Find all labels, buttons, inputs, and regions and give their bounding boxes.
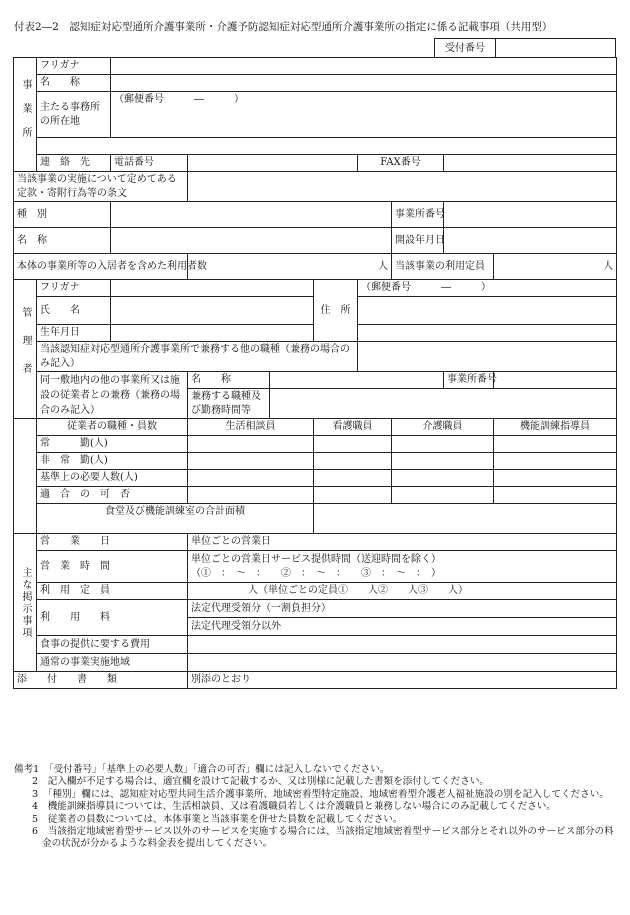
office-fax-field[interactable] bbox=[444, 155, 617, 172]
note-4: 4 機能訓練指導員については、生活相談員、又は看護職員若しくは介護職員と兼務しない場合にのみ記載してください。 bbox=[32, 801, 556, 813]
manager-other-label: 同一敷地内の他の事業所又は施設の従業者との兼務（兼務の場合のみ記入） bbox=[37, 372, 188, 419]
manager-other-name-field[interactable] bbox=[270, 372, 444, 389]
staff-cell[interactable] bbox=[494, 436, 617, 453]
manager-concurrent-label: 当該認知症対応型通所介護事業所で兼務する他の職種（兼務の場合のみ記入） bbox=[37, 342, 358, 372]
manager-address-label: 住 所 bbox=[314, 280, 358, 342]
manager-other-job-label: 兼務する職種及び勤務時間等 bbox=[188, 389, 270, 419]
staff-cell[interactable] bbox=[494, 470, 617, 487]
manager-name-label: 氏 名 bbox=[37, 297, 111, 325]
articles-field[interactable] bbox=[188, 172, 617, 202]
staff-cell[interactable] bbox=[392, 470, 494, 487]
fee-label: 利 用 料 bbox=[37, 600, 188, 636]
office-furigana-field[interactable] bbox=[111, 58, 617, 75]
office-name-field[interactable] bbox=[111, 75, 617, 92]
form-title: 付表2―2 認知症対応型通所介護事業所・介護予防認知症対応型通所介護事業所の指定に係る記載事項（共用型） bbox=[14, 21, 553, 33]
note-3: 3 「種別」欄には、認知症対応型共同生活介護事業所、地域密着型特定施設、地域密着型介護老人福祉施設の別を記入してください。 bbox=[32, 788, 609, 800]
region-label: 通常の事業実施地域 bbox=[37, 654, 188, 672]
manager-birth-label: 生年月日 bbox=[37, 325, 111, 342]
open-date-field[interactable] bbox=[444, 228, 617, 254]
name-label: 名 称 bbox=[14, 228, 111, 254]
staff-row-full: 常 勤(人) bbox=[37, 436, 188, 453]
days-label: 営 業 日 bbox=[37, 534, 188, 551]
capacity2-value[interactable]: 人（単位ごとの定員① 人② 人③ 人） bbox=[188, 583, 617, 600]
manager-birth-field[interactable] bbox=[111, 325, 314, 342]
staff-cell[interactable] bbox=[188, 470, 314, 487]
hours-label: 営 業 時 間 bbox=[37, 551, 188, 583]
manager-address-extra2[interactable] bbox=[358, 325, 617, 342]
staff-cell[interactable] bbox=[314, 470, 392, 487]
meal-cost-label: 食事の提供に要する費用 bbox=[37, 636, 188, 654]
office-tel-label: 電話番号 bbox=[111, 155, 188, 172]
manager-other-name-label: 名 称 bbox=[188, 372, 270, 389]
office-address-label: 主たる事務所の所在地 bbox=[37, 92, 111, 138]
articles-label: 当該事業の実施について定めてある定款・寄附行為等の条文 bbox=[14, 172, 188, 202]
office-name-label: 名 称 bbox=[37, 75, 111, 92]
note-6: 6 当該指定地域密着型サービス以外のサービスを実施する場合には、当該指定地域密着型サービス部分とそれ以外のサービス部分の料金の状況が分かるような料金表を提出してください。 bbox=[32, 826, 614, 850]
capacity2-label: 利 用 定 員 bbox=[37, 583, 188, 600]
staff-cell[interactable] bbox=[314, 453, 392, 470]
staff-col-nurse: 看護職員 bbox=[314, 419, 392, 436]
staff-cell[interactable] bbox=[392, 436, 494, 453]
staff-cell[interactable] bbox=[314, 487, 392, 504]
users-incl-label: 本体の事業所等の入居者を含めた利用者数 bbox=[14, 254, 188, 280]
manager-address-field[interactable]: （郵便番号 ― ） bbox=[358, 280, 617, 297]
note-1: 備考1 「受付番号」「基準上の必要人数」「適合の可否」欄には記入しないでください。 bbox=[14, 764, 390, 775]
kind-label: 種 別 bbox=[14, 202, 111, 228]
manager-other-no-label: 事業所番号 bbox=[444, 372, 494, 389]
manager-concurrent-field[interactable] bbox=[358, 342, 617, 372]
staff-head-label: 従業者の職種・員数 bbox=[37, 419, 188, 436]
staff-row-required: 基準上の必要人数(人) bbox=[37, 470, 188, 487]
manager-name-field[interactable] bbox=[111, 297, 314, 325]
capacity-field[interactable]: 人 bbox=[494, 254, 617, 280]
manager-other-job-field[interactable] bbox=[270, 389, 617, 419]
attachments-label: 添 付 書 類 bbox=[14, 672, 188, 689]
staff-cell[interactable] bbox=[392, 487, 494, 504]
staff-col-care: 介護職員 bbox=[392, 419, 494, 436]
meal-cost-field[interactable] bbox=[188, 636, 617, 654]
users-incl-field[interactable]: 人 bbox=[188, 254, 392, 280]
staff-cell[interactable] bbox=[392, 453, 494, 470]
hours-value[interactable]: 単位ごとの営業日サービス提供時間（送迎時間を除く） （① ： ～ ： ② ： ～ ： ③ ： ～ ： ） bbox=[188, 551, 617, 583]
office-postal-code: （郵便番号 ― ） bbox=[114, 94, 244, 105]
notes-section bbox=[14, 764, 620, 851]
days-value[interactable]: 単位ごとの営業日 bbox=[188, 534, 617, 551]
note-5: 5 従業者の員数については、本体事業と当該事業を併せた員数を記載してください。 bbox=[32, 813, 403, 825]
office-address-extra[interactable] bbox=[37, 138, 617, 155]
manager-address-extra[interactable] bbox=[358, 297, 617, 325]
name-field[interactable] bbox=[111, 228, 392, 254]
staff-col-counselor: 生活相談員 bbox=[188, 419, 314, 436]
fee-value2[interactable]: 法定代理受領分以外 bbox=[188, 618, 617, 636]
staff-row-part: 非 常 勤(人) bbox=[37, 453, 188, 470]
manager-other-no-field[interactable] bbox=[494, 372, 617, 389]
office-number-label: 事業所番号 bbox=[392, 202, 444, 228]
staff-cell[interactable] bbox=[494, 453, 617, 470]
staff-col-trainer: 機能訓練指導員 bbox=[494, 419, 617, 436]
kind-field[interactable] bbox=[111, 202, 392, 228]
region-field[interactable] bbox=[188, 654, 617, 672]
area-blank bbox=[314, 504, 617, 534]
manager-furigana-field[interactable] bbox=[111, 280, 314, 297]
open-date-label: 開設年月日 bbox=[392, 228, 444, 254]
staff-cell[interactable] bbox=[314, 436, 392, 453]
application-form-table bbox=[13, 57, 617, 689]
area-label: 食堂及び機能訓練室の合計面積 bbox=[37, 504, 314, 534]
fee-value1[interactable]: 法定代理受領分（一割負担分） bbox=[188, 600, 617, 618]
capacity-label: 当該事業の利用定員 bbox=[392, 254, 494, 280]
staff-row-compliance: 適 合 の 可 否 bbox=[37, 487, 188, 504]
staff-side-blank bbox=[14, 419, 37, 534]
office-address-field[interactable] bbox=[111, 92, 617, 138]
office-side-label: 事業所 bbox=[14, 58, 37, 172]
staff-cell[interactable] bbox=[188, 436, 314, 453]
receipt-number-label: 受付番号 bbox=[435, 39, 496, 58]
staff-cell[interactable] bbox=[494, 487, 617, 504]
office-tel-field[interactable] bbox=[188, 155, 358, 172]
office-fax-label: FAX番号 bbox=[358, 155, 444, 172]
staff-cell[interactable] bbox=[188, 453, 314, 470]
note-2: 2 記入欄が不足する場合は、適宜欄を設けて記載するか、又は別様に記載した書類を添付してください。 bbox=[32, 776, 490, 788]
receipt-number-box bbox=[434, 38, 616, 58]
public-side-label: 主な掲示事項 bbox=[14, 534, 37, 672]
office-number-field[interactable] bbox=[444, 202, 617, 228]
attachments-value[interactable]: 別添のとおり bbox=[188, 672, 617, 689]
office-contact-label: 連 絡 先 bbox=[37, 155, 111, 172]
staff-cell[interactable] bbox=[188, 487, 314, 504]
receipt-number-field[interactable] bbox=[496, 39, 615, 58]
office-furigana-label: フリガナ bbox=[37, 58, 111, 75]
manager-furigana-label: フリガナ bbox=[37, 280, 111, 297]
manager-side-label: 管理者 bbox=[14, 280, 37, 419]
